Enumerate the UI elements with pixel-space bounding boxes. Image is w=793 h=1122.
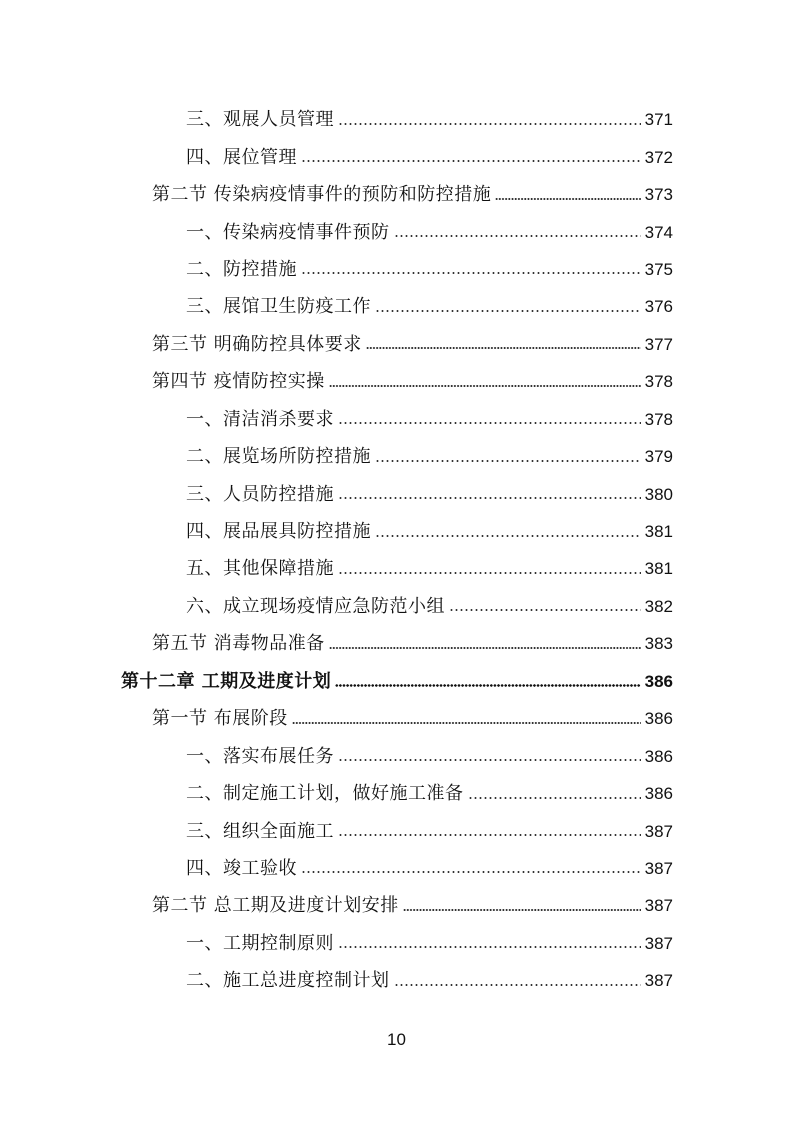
toc-entry[interactable] (0, 812, 793, 849)
dot-leader (338, 422, 641, 424)
toc-entry-label: 三、展馆卫生防疫工作 (186, 296, 371, 318)
toc-entry[interactable] (0, 625, 793, 662)
dot-leader (338, 834, 641, 836)
toc-entry[interactable] (0, 176, 793, 213)
dot-leader (292, 722, 641, 724)
dot-leader (329, 647, 641, 649)
dot-leader (338, 572, 641, 574)
toc-entry[interactable] (0, 962, 793, 999)
toc-entry-label: 第四节 疫情防控实操 (152, 371, 325, 393)
dot-leader (495, 198, 640, 200)
toc-entry-page: 387 (644, 858, 673, 878)
toc-entry-page: 383 (644, 634, 673, 654)
toc-entry-page: 378 (644, 409, 673, 429)
toc-entry-label: 一、清洁消杀要求 (186, 408, 334, 430)
dot-leader (375, 310, 641, 312)
dot-leader (449, 609, 641, 611)
toc-entry-page: 381 (644, 559, 673, 579)
dot-leader (335, 684, 640, 687)
toc-entry-label: 二、制定施工计划，做好施工准备 (186, 783, 464, 805)
dot-leader (329, 385, 641, 387)
toc-entry[interactable] (0, 775, 793, 812)
toc-entry-label: 二、施工总进度控制计划 (186, 970, 390, 992)
dot-leader (394, 984, 641, 986)
toc-entry-page: 387 (644, 896, 673, 916)
toc-entry[interactable] (0, 700, 793, 737)
toc-entry-page: 374 (644, 222, 673, 242)
toc-entry[interactable] (0, 101, 793, 138)
toc-entry[interactable] (0, 513, 793, 550)
toc-entry-page: 381 (644, 522, 673, 542)
dot-leader (338, 497, 641, 499)
toc-entry-label: 第二节 总工期及进度计划安排 (152, 895, 399, 917)
toc-entry-label: 五、其他保障措施 (186, 558, 334, 580)
toc-chapter-entry[interactable] (0, 663, 793, 700)
toc-entry-label: 第五节 消毒物品准备 (152, 633, 325, 655)
toc-entry-label: 二、展览场所防控措施 (186, 446, 371, 468)
toc-entry[interactable] (0, 213, 793, 250)
toc-entry-label: 三、组织全面施工 (186, 820, 334, 842)
toc-entry-page: 386 (644, 709, 673, 729)
dot-leader (375, 535, 641, 537)
toc-entry-page: 378 (644, 372, 673, 392)
table-of-contents (0, 101, 793, 1000)
toc-entry-label: 第三节 明确防控具体要求 (152, 333, 362, 355)
toc-entry-label: 一、落实布展任务 (186, 745, 334, 767)
dot-leader (394, 235, 641, 237)
toc-entry[interactable] (0, 438, 793, 475)
toc-entry[interactable] (0, 138, 793, 175)
toc-chapter-label: 第十二章 工期及进度计划 (121, 670, 332, 692)
toc-entry[interactable] (0, 288, 793, 325)
toc-entry-page: 379 (644, 447, 673, 467)
toc-entry[interactable] (0, 363, 793, 400)
toc-entry-page: 386 (644, 784, 673, 804)
toc-entry[interactable] (0, 550, 793, 587)
toc-entry-page: 375 (644, 259, 673, 279)
toc-entry-label: 四、展品展具防控措施 (186, 521, 371, 543)
toc-entry-label: 第二节 传染病疫情事件的预防和防控措施 (152, 184, 492, 206)
toc-entry[interactable] (0, 326, 793, 363)
dot-leader (301, 272, 641, 274)
toc-entry-page: 387 (644, 971, 673, 991)
toc-entry-label: 第一节 布展阶段 (152, 708, 288, 730)
toc-entry-label: 六、成立现场疫情应急防范小组 (186, 595, 445, 617)
toc-entry-page: 376 (644, 297, 673, 317)
toc-entry-label: 三、人员防控措施 (186, 483, 334, 505)
toc-entry[interactable] (0, 737, 793, 774)
dot-leader (301, 160, 641, 162)
dot-leader (338, 759, 641, 761)
toc-entry[interactable] (0, 887, 793, 924)
toc-entry-label: 一、传染病疫情事件预防 (186, 221, 390, 243)
toc-entry-page: 386 (644, 746, 673, 766)
dot-leader (366, 347, 641, 349)
toc-entry-page: 373 (644, 185, 673, 205)
dot-leader (403, 909, 641, 911)
toc-entry-label: 四、展位管理 (186, 146, 297, 168)
toc-entry-label: 一、工期控制原则 (186, 932, 334, 954)
dot-leader (468, 797, 641, 799)
toc-entry-page: 387 (644, 821, 673, 841)
toc-entry-label: 三、观展人员管理 (186, 109, 334, 131)
page-number: 10 (387, 1030, 406, 1049)
dot-leader (338, 946, 641, 948)
toc-entry-page: 380 (644, 484, 673, 504)
dot-leader (338, 123, 641, 125)
toc-entry[interactable] (0, 475, 793, 512)
toc-entry[interactable] (0, 850, 793, 887)
toc-entry[interactable] (0, 925, 793, 962)
toc-entry-page: 387 (644, 933, 673, 953)
toc-entry[interactable] (0, 588, 793, 625)
toc-entry[interactable] (0, 401, 793, 438)
toc-entry[interactable] (0, 251, 793, 288)
toc-entry-page: 371 (644, 110, 673, 130)
dot-leader (375, 460, 641, 462)
toc-entry-page: 377 (644, 334, 673, 354)
toc-entry-page: 382 (644, 596, 673, 616)
toc-entry-label: 二、防控措施 (186, 258, 297, 280)
toc-chapter-page: 386 (644, 671, 673, 691)
toc-entry-page: 372 (644, 147, 673, 167)
toc-entry-label: 四、竣工验收 (186, 857, 297, 879)
dot-leader (301, 871, 641, 873)
